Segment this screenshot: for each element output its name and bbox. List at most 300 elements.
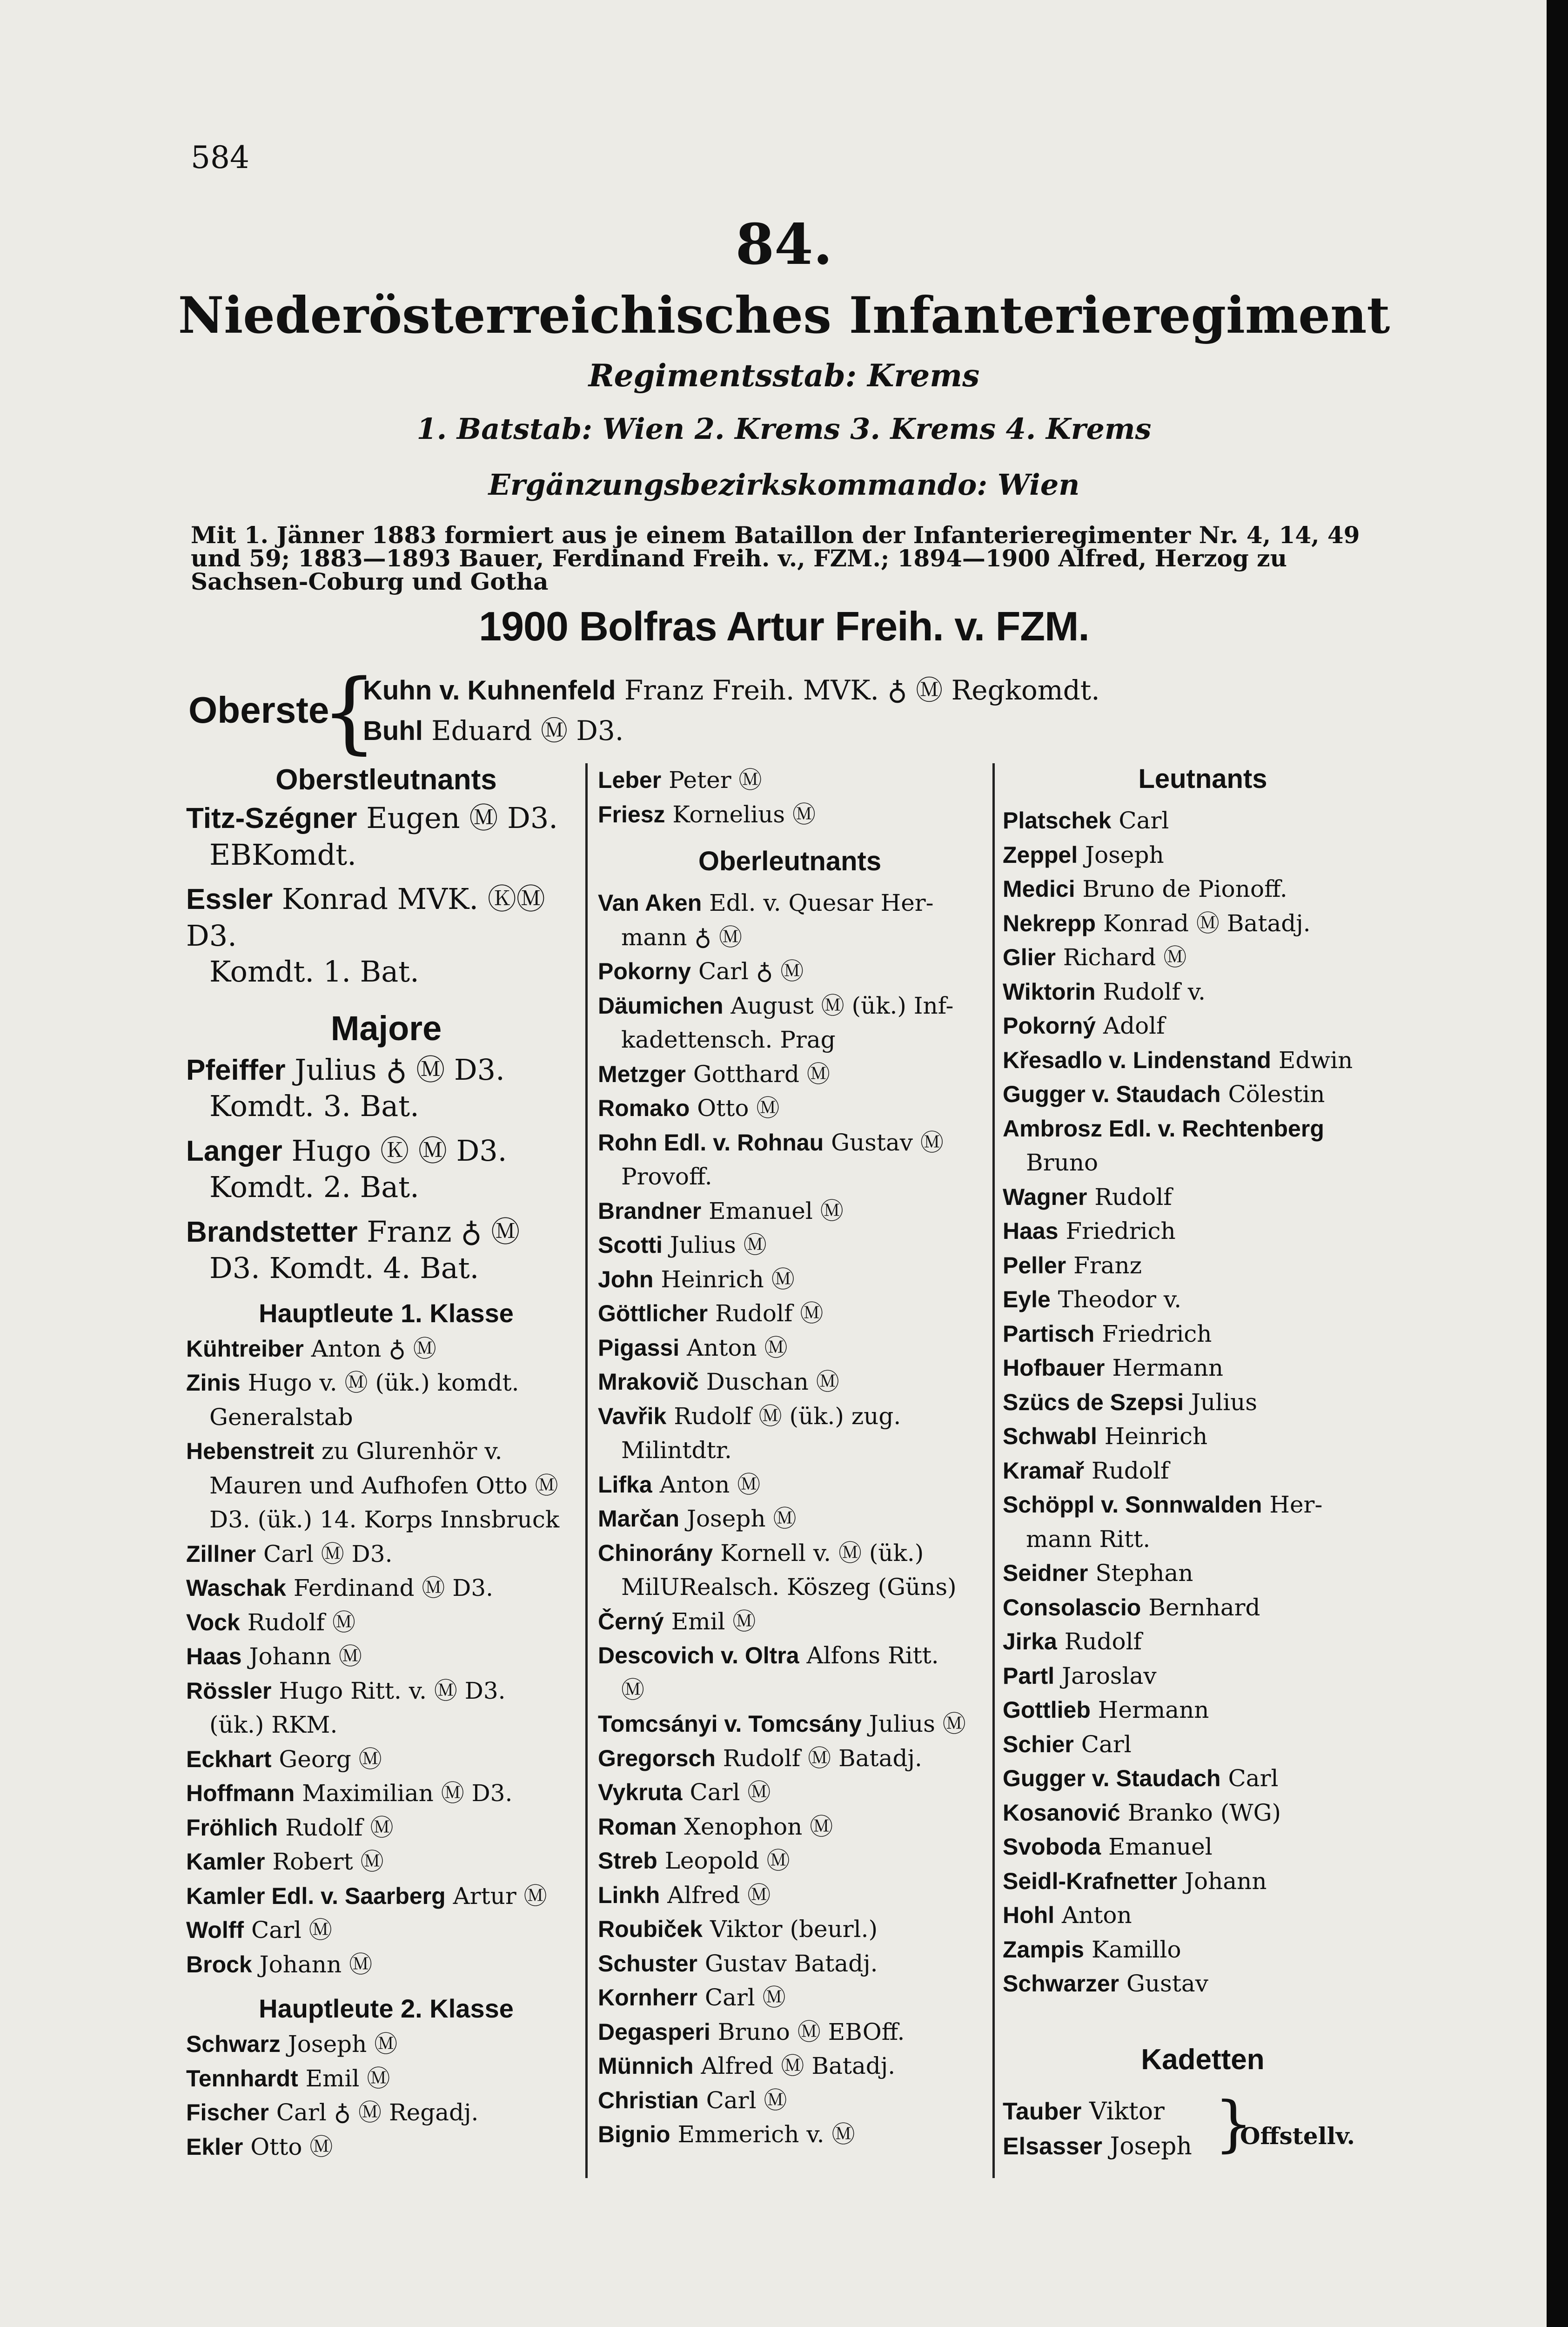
officer-details: Friedrich — [1065, 1217, 1176, 1244]
officer-details: Hugo Ritt. v. Ⓜ D3. — [279, 1677, 506, 1704]
officer-name: Ekler — [186, 2133, 243, 2160]
list-item — [1003, 1249, 1403, 1283]
officer-details: August Ⓜ (ük.) Inf- — [730, 992, 954, 1019]
entry-continuation: mann Ritt. — [1026, 1525, 1151, 1553]
section-title: Oberleutnants — [698, 846, 882, 876]
officer-details: Kamillo — [1091, 1936, 1181, 1963]
officer-details: Johann Ⓜ — [249, 1643, 362, 1670]
officer-details: Joseph Ⓜ — [288, 2031, 398, 2058]
officer-name: Pokorny — [598, 958, 691, 984]
officer-name: Schöppl v. Sonnwalden — [1003, 1492, 1262, 1518]
officer-details: Gustav Ⓜ — [831, 1129, 944, 1156]
list-item — [598, 1263, 982, 1297]
officer-name: Fröhlich — [186, 1814, 278, 1841]
officer-name: Brandstetter — [186, 1216, 358, 1248]
officer-name: Kuhn v. Kuhnenfeld — [363, 675, 616, 706]
officer-details: Anton Ⓜ — [687, 1334, 788, 1361]
officer-details: Leopold Ⓜ — [664, 1847, 790, 1874]
officer-name: Friesz — [598, 801, 665, 827]
section-title: Oberstleutnants — [275, 764, 497, 796]
list-item — [1003, 1419, 1403, 1454]
oberst-entry — [363, 670, 1100, 711]
list-item — [186, 1811, 586, 1845]
officer-details: Viktor (beurl.) — [710, 1916, 878, 1943]
officer-details: Johann — [1184, 1867, 1267, 1895]
officer-details: Hugo Ⓚ Ⓜ D3. — [291, 1133, 507, 1168]
ergaenzungsbezirk: Ergänzungsbezirkskommando: Wien — [488, 468, 1080, 502]
list-item — [1003, 1043, 1403, 1078]
officer-name: Seidl-Krafnetter — [1003, 1868, 1178, 1894]
list-item — [186, 2096, 586, 2130]
list-item — [1003, 1864, 1403, 1899]
officer-details: Alfons Ritt. — [806, 1642, 939, 1669]
list-item — [1003, 1454, 1403, 1488]
officer-details: Duschan Ⓜ — [706, 1368, 839, 1395]
officer-details: Peter Ⓜ — [669, 767, 762, 794]
list-item — [186, 800, 586, 873]
officer-name: Zinis — [186, 1370, 241, 1396]
list-item — [1003, 1317, 1403, 1352]
officer-details: Edl. v. Quesar Her- — [709, 889, 934, 916]
list-item — [598, 1126, 982, 1194]
officer-details: Richard Ⓜ — [1063, 944, 1187, 971]
list-item — [598, 1639, 982, 1707]
officer-details: Carl — [1081, 1730, 1132, 1758]
officer-name: Křesadlo v. Lindenstand — [1003, 1047, 1271, 1073]
officer-details: Jaroslav — [1062, 1662, 1157, 1689]
officer-name: Zillner — [186, 1540, 256, 1567]
officer-name: Haas — [186, 1643, 242, 1669]
officer-name: Degasperi — [598, 2018, 710, 2045]
officer-details: Bruno Ⓜ EBOff. — [717, 2018, 905, 2045]
officer-details: Carl — [1228, 1765, 1279, 1792]
officer-name: Elsasser — [1003, 2133, 1102, 2160]
officer-details: Emil Ⓜ — [671, 1607, 756, 1635]
oberst-entry — [363, 711, 1100, 751]
entry-continuation: D3. Komdt. 4. Bat. — [209, 1251, 479, 1285]
officer-details: Branko (WG) — [1127, 1799, 1281, 1826]
list-item — [1003, 1351, 1403, 1385]
officer-name: Titz-Szégner — [186, 802, 357, 834]
officer-name: Mrakovič — [598, 1369, 699, 1395]
officer-name: Langer — [186, 1135, 282, 1167]
officer-details: Gustav — [1126, 1970, 1208, 1997]
list-item — [1003, 1898, 1403, 1933]
list-item — [186, 2027, 586, 2062]
officer-name: Wiktorin — [1003, 978, 1096, 1005]
officer-name: Kornherr — [598, 1984, 697, 2011]
list-item — [1003, 1967, 1403, 2001]
officer-name: Leber — [598, 767, 662, 793]
list-item — [598, 1707, 982, 1742]
page-edge — [1547, 0, 1568, 2327]
officer-details: Hugo v. Ⓜ (ük.) komdt. — [248, 1369, 519, 1396]
officer-name: Hohl — [1003, 1902, 1055, 1928]
officer-name: Rössler — [186, 1677, 272, 1704]
list-item — [1003, 1556, 1403, 1591]
list-item — [186, 1571, 586, 1606]
page-title: Niederösterreichisches Infanterieregiment — [178, 286, 1390, 345]
officer-name: Kamler — [186, 1849, 265, 1875]
list-item — [1003, 941, 1403, 975]
officer-details: Rudolf Ⓜ Batadj. — [723, 1744, 922, 1772]
list-item — [186, 1879, 586, 1914]
officer-details: Eugen Ⓜ D3. — [366, 801, 558, 835]
list-item — [598, 1468, 982, 1502]
list-item — [1003, 1933, 1403, 1967]
list-item — [598, 1536, 982, 1605]
officer-details: Eduard Ⓜ D3. — [431, 715, 624, 747]
entry-continuation: Komdt. 2. Bat. — [209, 1170, 419, 1204]
officer-name: Pokorný — [1003, 1013, 1096, 1039]
officer-name: Streb — [598, 1848, 657, 1874]
officer-details: Carl Ⓜ D3. — [263, 1540, 393, 1567]
list-item — [1003, 1009, 1403, 1043]
officer-details: Julius Ⓜ — [869, 1710, 966, 1737]
officer-name: Partisch — [1003, 1320, 1095, 1347]
list-item — [1003, 1112, 1403, 1180]
list-item — [598, 1947, 982, 1981]
brace: } — [1214, 2088, 1253, 2159]
officer-details: zu Glurenhör v. — [321, 1438, 503, 1465]
officer-name: Zeppel — [1003, 841, 1078, 868]
list-item — [1003, 1180, 1403, 1215]
list-item — [186, 1606, 586, 1640]
list — [186, 800, 586, 990]
officer-details: Cölestin — [1228, 1081, 1325, 1108]
list-item — [598, 1228, 982, 1263]
entry-continuation: Ⓜ — [621, 1676, 644, 1703]
list-item — [598, 1365, 982, 1399]
list — [186, 1332, 586, 1982]
officer-name: Schier — [1003, 1731, 1074, 1757]
list-item — [598, 2015, 982, 2050]
officer-name: Partl — [1003, 1662, 1055, 1689]
officer-details: Bruno de Pionoff. — [1082, 875, 1287, 902]
officer-details: Joseph — [1085, 841, 1164, 868]
list-item — [1003, 1728, 1403, 1762]
officer-details: Franz Freih. MVK. ♁ Ⓜ Regkomdt. — [624, 674, 1100, 706]
officer-details: Emanuel — [1108, 1833, 1213, 1860]
officer-details: Anton ♁ Ⓜ — [311, 1335, 436, 1362]
list-item — [1003, 1591, 1403, 1625]
list — [1003, 804, 1403, 2001]
list-item — [598, 989, 982, 1057]
officer-details: Maximilian Ⓜ D3. — [302, 1780, 513, 1807]
officer-name: Vykruta — [598, 1779, 683, 1805]
officer-details: Alfred Ⓜ Batadj. — [701, 2052, 896, 2079]
officer-name: Wagner — [1003, 1184, 1087, 1210]
list-item — [186, 1845, 586, 1879]
officer-name: Däumichen — [598, 992, 724, 1019]
list-item — [598, 1981, 982, 2015]
kadetten-note: Offstellv. — [1240, 2122, 1355, 2150]
officer-details: Julius — [1191, 1388, 1258, 1416]
list-item — [598, 2049, 982, 2084]
list-item — [598, 1399, 982, 1468]
officer-name: Christian — [598, 2087, 699, 2113]
officer-name: Bignio — [598, 2121, 670, 2147]
list-item — [186, 1214, 586, 1286]
list-item — [598, 2118, 982, 2152]
officer-name: Tauber — [1003, 2098, 1082, 2125]
officer-name: Tomcsányi v. Tomcsány — [598, 1711, 862, 1737]
officer-name: Ambrosz Edl. v. Rechtenberg — [1003, 1115, 1324, 1142]
list-item — [598, 763, 982, 798]
officer-details: Carl ♁ Ⓜ — [698, 958, 804, 985]
list-item — [598, 1742, 982, 1776]
officer-details: Rudolf Ⓜ — [715, 1300, 824, 1327]
officer-name: Fischer — [186, 2099, 269, 2125]
list-item — [1003, 804, 1403, 838]
officer-name: Vavřik — [598, 1403, 667, 1429]
officer-name: John — [598, 1266, 654, 1292]
officer-details: Rudolf — [1092, 1457, 1169, 1484]
officer-name: Seidner — [1003, 1560, 1088, 1586]
entry-continuation: mann ♁ Ⓜ — [621, 923, 742, 951]
section-title: Leutnants — [1138, 764, 1267, 794]
list-item — [186, 1776, 586, 1811]
officer-details: Theodor v. — [1058, 1286, 1182, 1313]
officer-details: Rudolf Ⓜ — [285, 1814, 394, 1841]
list-item — [598, 1297, 982, 1331]
officer-details: Otto Ⓜ — [697, 1095, 780, 1122]
officer-name: Hofbauer — [1003, 1355, 1105, 1381]
officer-name: Van Aken — [598, 890, 702, 916]
officer-details: Franz ♁ Ⓜ — [367, 1214, 520, 1249]
officer-name: Peller — [1003, 1252, 1066, 1278]
officer-details: Xenophon Ⓜ — [684, 1813, 833, 1840]
officer-name: Romako — [598, 1095, 690, 1121]
kadetten-list — [1003, 2094, 1192, 2165]
entry-continuation: Provoff. — [621, 1163, 712, 1190]
officer-name: Jirka — [1003, 1628, 1057, 1654]
officer-details: Rudolf — [1094, 1183, 1172, 1211]
entry-continuation: Generalstab — [209, 1403, 353, 1431]
list-item — [598, 1810, 982, 1844]
list-item — [1003, 1693, 1403, 1728]
officer-name: Gottlieb — [1003, 1697, 1091, 1723]
officer-name: Eckhart — [186, 1746, 272, 1772]
list-item — [598, 1844, 982, 1878]
officer-details: Edwin — [1278, 1046, 1353, 1074]
officer-details: Gotthard Ⓜ — [693, 1060, 830, 1088]
officer-details: Carl Ⓜ — [706, 2086, 787, 2114]
officer-details: Heinrich Ⓜ — [661, 1265, 795, 1293]
officer-details: Adolf — [1103, 1012, 1165, 1039]
list-item — [1003, 907, 1403, 941]
officer-details: Julius Ⓜ — [670, 1231, 767, 1258]
officer-details: Anton Ⓜ — [659, 1471, 761, 1498]
entry-continuation: EBKomdt. — [209, 837, 356, 872]
officer-name: Roubiček — [598, 1916, 703, 1942]
list-item — [186, 1434, 586, 1537]
column-divider — [992, 763, 995, 2178]
entry-continuation: Milintdtr. — [621, 1437, 732, 1464]
officer-name: Descovich v. Oltra — [598, 1642, 799, 1668]
officer-details: Joseph Ⓜ — [686, 1505, 797, 1532]
list-item — [1003, 838, 1403, 873]
officer-details: Carl — [1119, 807, 1169, 834]
list-item — [1003, 975, 1403, 1009]
officer-name: Eyle — [1003, 1286, 1051, 1312]
officer-name: Metzger — [598, 1061, 686, 1087]
list-item — [1003, 1488, 1403, 1556]
officer-name: Medici — [1003, 876, 1075, 902]
officer-details: Viktor — [1089, 2098, 1165, 2125]
officer-details: Johann Ⓜ — [259, 1950, 373, 1978]
officer-name: Szücs de Szepsi — [1003, 1389, 1184, 1415]
entry-continuation: kadettensch. Prag — [621, 1026, 836, 1053]
officer-details: Emmerich v. Ⓜ — [677, 2121, 855, 2148]
officer-details: Heinrich — [1104, 1423, 1208, 1450]
list-item — [598, 1502, 982, 1536]
officer-details: Kornelius Ⓜ — [672, 800, 816, 828]
officer-name: Haas — [1003, 1218, 1059, 1244]
section-title: Majore — [330, 1009, 442, 1048]
officer-details: Ferdinand Ⓜ D3. — [293, 1574, 494, 1601]
officer-name: Waschak — [186, 1575, 286, 1601]
list-item — [1003, 1214, 1403, 1249]
officer-name: Schwabl — [1003, 1423, 1097, 1449]
list-item — [186, 1742, 586, 1777]
list — [598, 886, 982, 2152]
officer-details: Otto Ⓜ — [250, 2133, 333, 2160]
oberste-list — [363, 670, 1100, 751]
officer-name: Gregorsch — [598, 1745, 716, 1771]
officer-name: Pfeiffer — [186, 1054, 286, 1086]
officer-name: Tennhardt — [186, 2065, 298, 2092]
officer-details: Alfred Ⓜ — [667, 1881, 771, 1909]
officer-details: Gustav Batadj. — [704, 1950, 878, 1977]
officer-details: Carl Ⓜ — [251, 1917, 332, 1944]
list — [186, 2027, 586, 2164]
list-item — [1003, 1830, 1403, 1864]
officer-name: Linkh — [598, 1882, 660, 1908]
list-item — [598, 886, 982, 955]
list-item — [186, 1133, 586, 1205]
officer-details: Emanuel Ⓜ — [709, 1197, 844, 1224]
list-item — [598, 1057, 982, 1092]
list-item — [598, 1878, 982, 1913]
officer-name: Zampis — [1003, 1936, 1085, 1963]
list-item — [598, 2084, 982, 2118]
section-title: Hauptleute 2. Klasse — [259, 1994, 514, 2023]
officer-details: Carl ♁ Ⓜ Regadj. — [276, 2099, 479, 2126]
history-note: Mit 1. Jänner 1883 formiert aus je einem Bataillon der Infanterieregimenter Nr. 4, 14, 49 und 59; 1883—1893 Bauer, Ferdinand Freih. v., FZM.; 1894—1900 Alfred, Herzog zu Sachsen-Coburg und Gotha — [191, 521, 1360, 595]
regimentsstab: Regimentsstab: Krems — [588, 357, 980, 394]
officer-details: Julius ♁ Ⓜ D3. — [295, 1052, 505, 1087]
officer-name: Buhl — [363, 716, 423, 746]
officer-name: Lifka — [598, 1471, 652, 1498]
officer-name: Rohn Edl. v. Rohnau — [598, 1129, 824, 1156]
officer-details: Robert Ⓜ — [272, 1848, 384, 1875]
column-1 — [186, 763, 586, 2164]
officer-name: Consolascio — [1003, 1594, 1141, 1621]
column-3 — [1003, 763, 1403, 2001]
list-item — [598, 1194, 982, 1229]
list-item — [186, 1537, 586, 1572]
officer-details: Artur Ⓜ — [453, 1882, 547, 1910]
officer-details: Georg Ⓜ — [279, 1745, 382, 1773]
section-title: Kadetten — [1141, 2044, 1265, 2076]
officer-name: Münnich — [598, 2053, 694, 2079]
officer-name: Vock — [186, 1609, 240, 1635]
officer-name: Marčan — [598, 1506, 680, 1532]
officer-details: Konrad MVK. ⓀⓂ D3. — [186, 882, 545, 953]
list-item — [598, 798, 982, 832]
regiment-owner: 1900 Bolfras Artur Freih. v. FZM. — [479, 603, 1089, 649]
officer-details: Carl Ⓜ — [690, 1779, 771, 1806]
entry-continuation: MilURealsch. Köszeg (Güns) — [621, 1574, 957, 1601]
brace: { — [321, 660, 377, 763]
officer-name: Schwarz — [186, 2031, 281, 2057]
list-item — [598, 1776, 982, 1810]
officer-details: Joseph — [1110, 2132, 1192, 2161]
officer-name: Hebenstreit — [186, 1438, 315, 1464]
officer-name: Schuster — [598, 1950, 697, 1977]
officer-name: Hoffmann — [186, 1780, 295, 1806]
officer-name: Nekrepp — [1003, 910, 1096, 936]
entry-continuation: Komdt. 3. Bat. — [209, 1089, 419, 1123]
officer-details: Friedrich — [1102, 1320, 1212, 1347]
list-item — [1003, 2129, 1192, 2164]
list-item — [1003, 1385, 1403, 1420]
officer-name: Roman — [598, 1813, 677, 1840]
entry-continuation: Mauren und Aufhofen Otto Ⓜ D3. (ük.) 14. Korps Innsbruck — [209, 1472, 560, 1533]
list-item — [186, 1366, 586, 1434]
officer-name: Brandner — [598, 1197, 702, 1224]
officer-name: Scotti — [598, 1232, 663, 1258]
list-item — [1003, 1796, 1403, 1830]
officer-details: Franz — [1073, 1251, 1142, 1279]
column-2 — [598, 763, 982, 2152]
officer-details: Anton — [1062, 1902, 1132, 1929]
list — [598, 763, 982, 832]
list-item — [186, 2130, 586, 2165]
entry-continuation: Komdt. 1. Bat. — [209, 955, 419, 989]
officer-details: Rudolf Ⓜ — [247, 1608, 356, 1636]
list — [186, 1052, 586, 1286]
officer-details: Kornell v. Ⓜ (ük.) — [720, 1539, 924, 1567]
officer-name: Kosanović — [1003, 1799, 1120, 1826]
officer-name: Wolff — [186, 1917, 244, 1943]
officer-name: Brock — [186, 1951, 252, 1977]
list-item — [186, 1052, 586, 1124]
oberste-label: Oberste — [188, 689, 329, 731]
officer-name: Chinorány — [598, 1540, 713, 1566]
officer-name: Pigassi — [598, 1334, 680, 1361]
list-item — [598, 1912, 982, 1947]
list-item — [1003, 1762, 1403, 1796]
officer-details: Stephan — [1095, 1560, 1193, 1587]
list-item — [598, 1331, 982, 1365]
officer-details: Hermann — [1112, 1354, 1224, 1381]
officer-details: Rudolf v. — [1103, 978, 1206, 1005]
list-item — [186, 1913, 586, 1948]
officer-details: Bernhard — [1148, 1594, 1260, 1621]
list-item — [598, 955, 982, 989]
list-item — [186, 1332, 586, 1366]
officer-name: Platschek — [1003, 807, 1112, 834]
officer-name: Glier — [1003, 944, 1056, 970]
list-item — [598, 1605, 982, 1639]
list-item — [1003, 1283, 1403, 1317]
officer-name: Schwarzer — [1003, 1971, 1119, 1997]
officer-details: Emil Ⓜ — [305, 2065, 390, 2092]
list-item — [598, 1091, 982, 1126]
officer-name: Černý — [598, 1608, 664, 1634]
